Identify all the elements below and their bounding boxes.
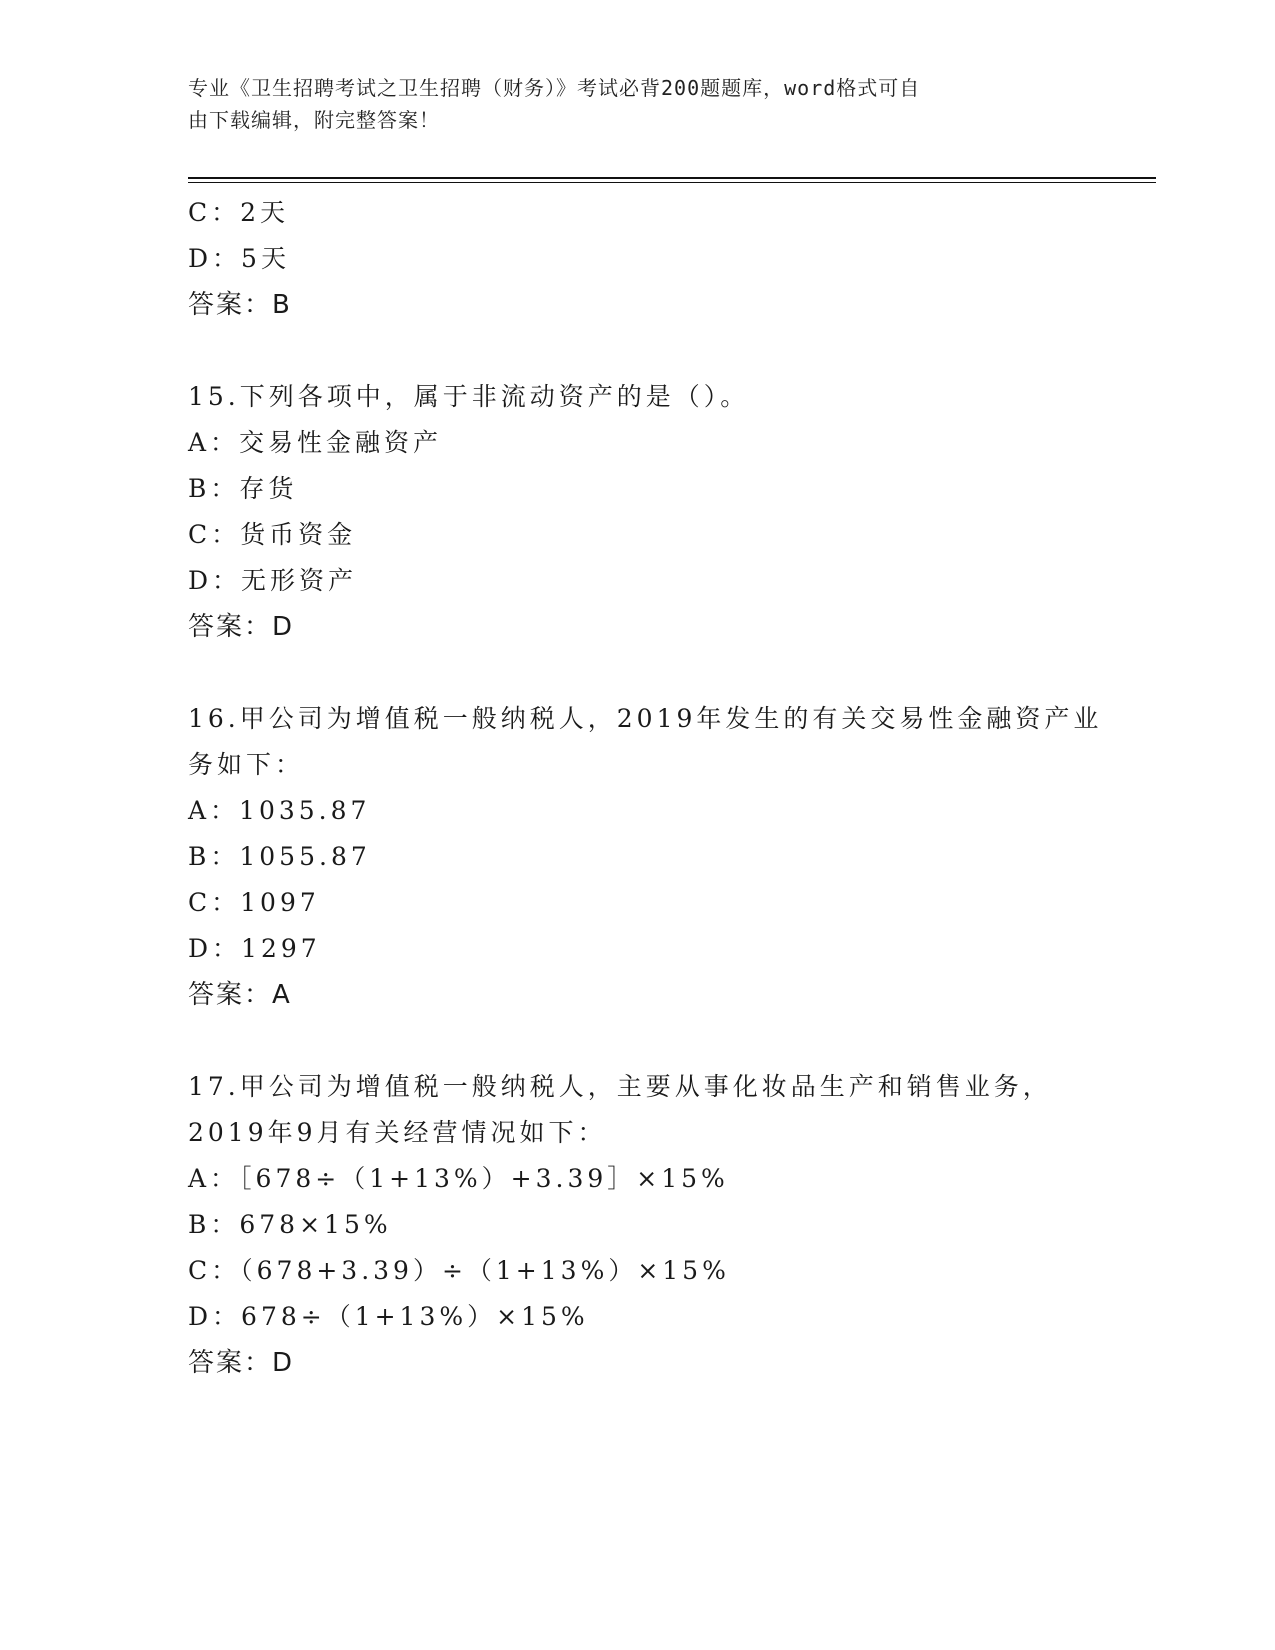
header-rule-thin bbox=[188, 182, 1156, 183]
question-stem: 16.甲公司为增值税一般纳税人，2019年发生的有关交易性金融资产业 bbox=[188, 704, 1103, 733]
document-header bbox=[188, 72, 1068, 136]
question-list bbox=[188, 190, 1148, 1386]
option-c: C：货币资金 bbox=[188, 520, 357, 549]
question-stem-continued: 2019年9月有关经营情况如下： bbox=[188, 1118, 607, 1147]
question-stem-continued: 务如下： bbox=[188, 750, 305, 779]
spacer bbox=[188, 328, 1148, 374]
answer-line: 答案：B bbox=[188, 290, 292, 320]
option-d: D：5天 bbox=[188, 244, 290, 273]
question-stem: 17.甲公司为增值税一般纳税人，主要从事化妆品生产和销售业务， bbox=[188, 1072, 1052, 1101]
spacer bbox=[188, 1018, 1148, 1064]
option-b: B：1055.87 bbox=[188, 842, 371, 871]
spacer bbox=[188, 650, 1148, 696]
question-stem: 15.下列各项中，属于非流动资产的是（）。 bbox=[188, 382, 750, 411]
option-c: C：（678+3.39）÷（1+13%）×15% bbox=[188, 1256, 730, 1285]
answer-line: 答案：D bbox=[188, 1348, 295, 1378]
option-a: A：［678÷（1+13%）+3.39］×15% bbox=[188, 1164, 729, 1193]
option-c: C：2天 bbox=[188, 198, 290, 227]
option-a: A：交易性金融资产 bbox=[188, 428, 443, 457]
option-b: B：存货 bbox=[188, 474, 298, 503]
option-d: D：1297 bbox=[188, 934, 321, 963]
answer-line: 答案：D bbox=[188, 612, 295, 642]
header-rule-thick bbox=[188, 177, 1156, 179]
option-a: A：1035.87 bbox=[188, 796, 371, 825]
option-d: D：678÷（1+13%）×15% bbox=[188, 1302, 589, 1331]
option-c: C：1097 bbox=[188, 888, 320, 917]
option-d: D：无形资产 bbox=[188, 566, 358, 595]
option-b: B：678×15% bbox=[188, 1210, 392, 1239]
answer-line: 答案：A bbox=[188, 980, 292, 1010]
header-line-1: 专业《卫生招聘考试之卫生招聘（财务）》考试必背200题题库，word格式可自 bbox=[188, 76, 921, 100]
header-line-2: 由下载编辑，附完整答案！ bbox=[188, 108, 440, 132]
